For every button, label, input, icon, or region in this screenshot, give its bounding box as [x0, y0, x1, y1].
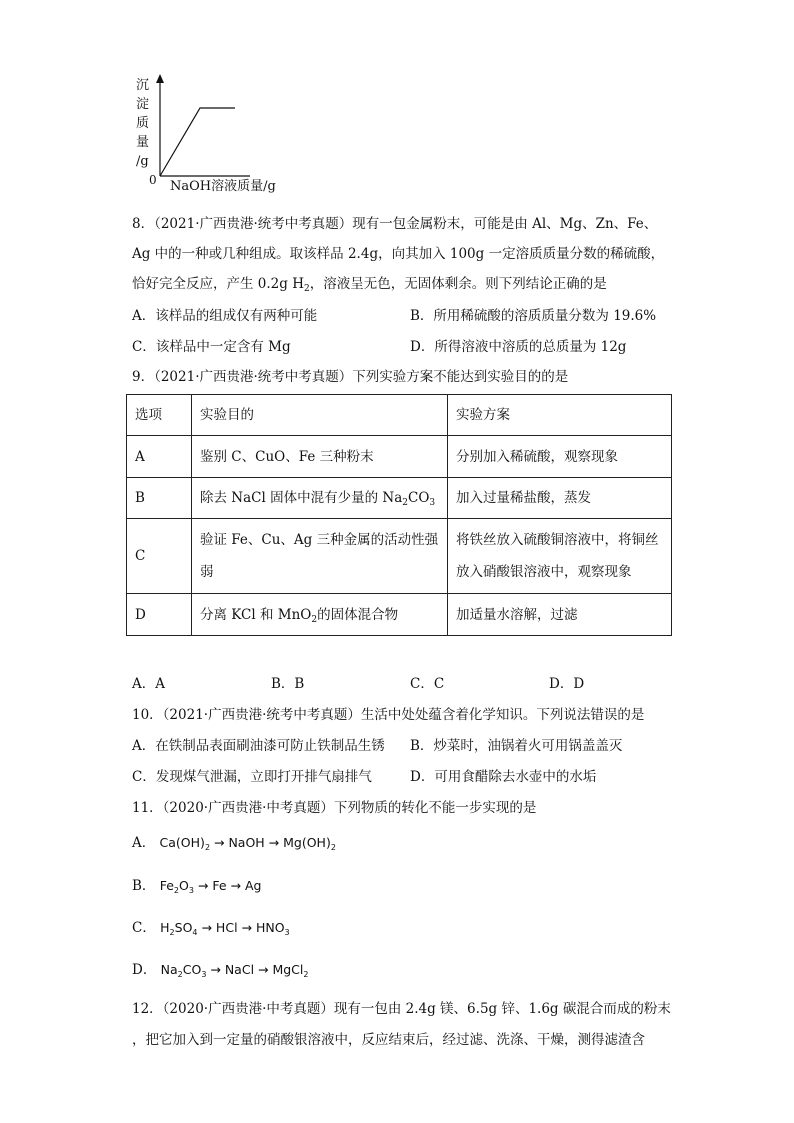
equation-c: $H_2SO_4$ → HCl → $HNO_3$ [160, 920, 290, 937]
q11-option-c: C． $H_2SO_4$ → HCl → $HNO_3$ [132, 920, 290, 937]
table-header-row [127, 395, 672, 436]
y-axis-label: 沉 淀 质 量 /g [136, 78, 150, 169]
table-row: D 分离 KCl 和 MnO$_2$的固体混合物 加适量水溶解，过滤 [127, 594, 672, 636]
q8-line2: Ag 中的一种或几种组成。取该样品 2.4g，向其加入 100g 一定溶质质量分数的稀硫酸， [132, 246, 665, 262]
q8-option-d: D．所得溶液中溶质的总质量为 12g [410, 339, 627, 355]
origin-label: 0 [149, 173, 157, 187]
graph-axes [140, 70, 280, 180]
q9-answer-b: B．B [271, 676, 305, 692]
equation-d: $Na_2CO_3$ → NaCl → MgCl$_2$ [160, 962, 309, 979]
equation-a: $Ca(OH)_2$ → NaOH → $Mg(OH)_2$ [159, 835, 336, 852]
y-axis-arrow [156, 74, 164, 83]
experiment-table [126, 394, 672, 636]
q8-line1: 8．（2021·广西贵港·统考中考真题）现有一包金属粉末，可能是由 Al、Mg、Zn、Fe、 [132, 216, 658, 232]
q11-stem: 11．（2020·广西贵港·中考真题）下列物质的转化不能一步实现的是 [132, 800, 537, 816]
equation-b: $Fe_2O_3 \to Fe \to Ag$ [159, 878, 262, 895]
q11-option-d: D． $Na_2CO_3$ → NaCl → MgCl$_2$ [132, 962, 309, 979]
q8-option-b: B．所用稀硫酸的溶质质量分数为 19.6% [410, 308, 657, 324]
q9-answer-a: A．A [132, 676, 165, 692]
q12-line2: ，把它加入到一定量的硝酸银溶液中，反应结束后，经过滤、洗涤、干燥，测得滤渣含 [132, 1032, 645, 1048]
table-row: C 验证 Fe、Cu、Ag 三种金属的活动性强 弱 将铁丝放入硫酸铜溶液中，将铜丝 放入硝酸银溶液中，观察现象 [127, 519, 672, 594]
q8-option-c: C．该样品中一定含有 Mg [132, 339, 291, 355]
q12-line1: 12．（2020·广西贵港·中考真题）现有一包由 2.4g 镁、6.5g 锌、1.6g 碳混合而成的粉末 [132, 1001, 671, 1017]
q9-answer-d: D．D [549, 676, 585, 692]
table-row: B 除去 NaCl 固体中混有少量的 $Na_2CO_3$ 加入过量稀盐酸，蒸发 [127, 478, 672, 519]
q10-stem: 10．（2021·广西贵港·统考中考真题）生活中处处蕴含着化学知识。下列说法错误的是 [132, 707, 645, 723]
q8-line3: 恰好完全反应，产生 0.2g $H_2$，溶液呈无色，无固体剩余。则下列结论正确的是 [132, 276, 607, 294]
header-goal: 实验目的 [192, 395, 448, 436]
q9-stem: 9．（2021·广西贵港·统考中考真题）下列实验方案不能达到实验目的的是 [132, 369, 569, 385]
q11-option-b: B． $Fe_2O_3 \to Fe \to Ag$ [132, 878, 262, 895]
q11-option-a: A． $Ca(OH)_2$ → NaOH → $Mg(OH)_2$ [132, 835, 336, 852]
q10-option-b: B．炒菜时，油锅着火可用锅盖盖灭 [410, 738, 623, 754]
table-row: A 鉴别 C、CuO、Fe 三种粉末 分别加入稀硫酸，观察现象 [127, 436, 672, 478]
x-axis-label: NaOH溶液质量/g [170, 179, 276, 194]
q9-answer-c: C．C [410, 676, 445, 692]
q10-option-a: A．在铁制品表面刷油漆可防止铁制品生锈 [132, 738, 385, 754]
q10-option-d: D．可用食醋除去水壶中的水垢 [410, 769, 597, 785]
header-option: 选项 [127, 395, 192, 436]
precipitate-curve [160, 108, 235, 176]
q10-option-c: C．发现煤气泄漏，立即打开排气扇排气 [132, 769, 372, 785]
q8-option-a: A．该样品的组成仅有两种可能 [132, 308, 318, 324]
header-plan: 实验方案 [448, 395, 672, 436]
